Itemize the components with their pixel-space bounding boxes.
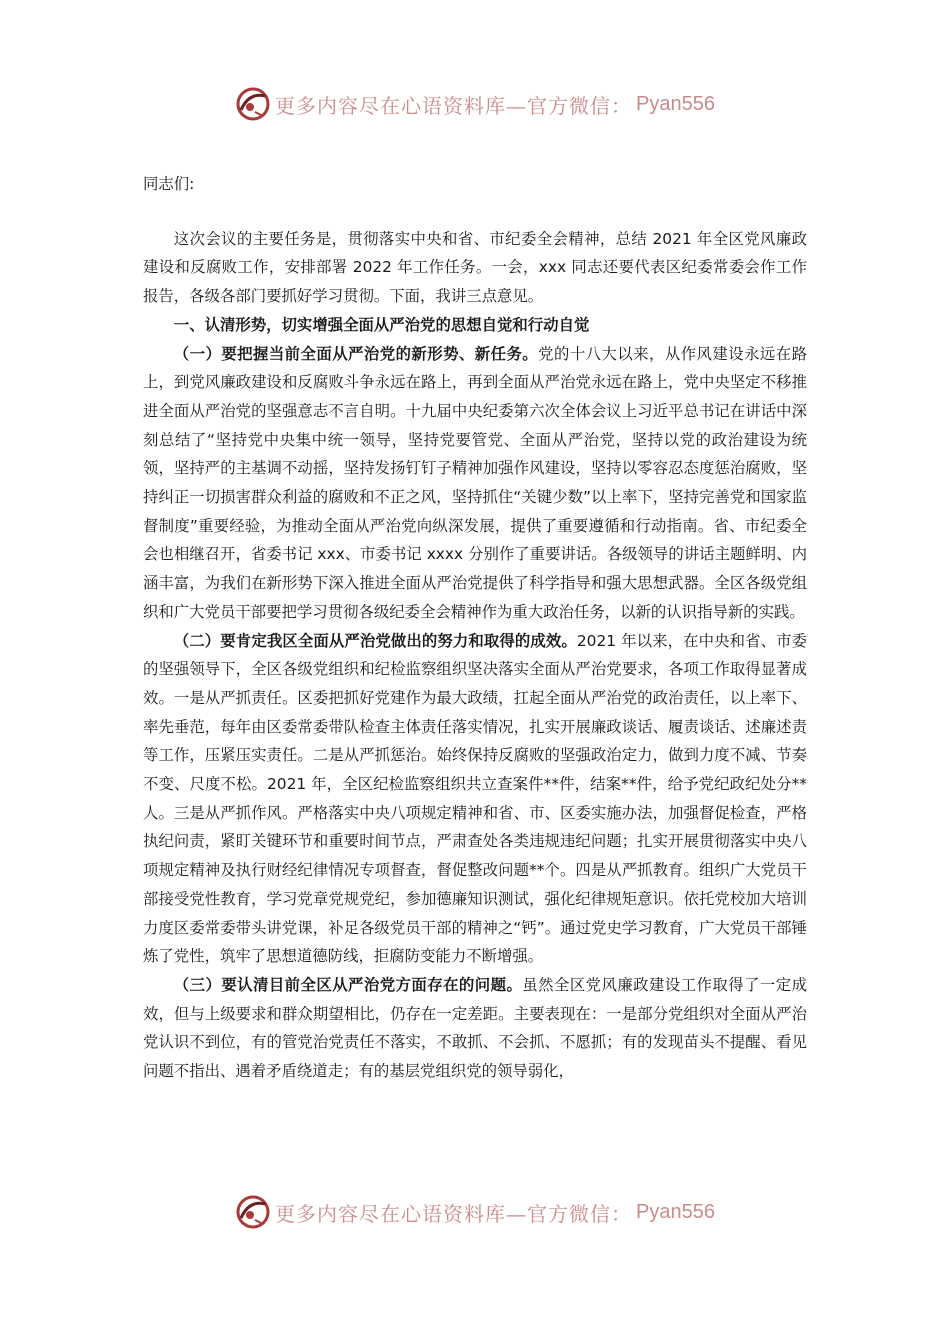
brand-logo-icon	[235, 1194, 271, 1230]
greeting: 同志们:	[143, 175, 195, 193]
subsection-2-paragraph	[143, 627, 807, 971]
subsection-2-title: （二）要肯定我区全面从严治党做出的努力和取得的成效。	[173, 631, 577, 650]
banner-wechat-id: Pyan556	[636, 1200, 715, 1223]
document-body	[143, 170, 807, 1086]
banner-text: 更多内容尽在心语资料库—官方微信：	[275, 1201, 633, 1226]
subsection-2-body: 2021 年以来，在中央和省、市委的坚强领导下，全区各级党组织和纪检监察组织坚决落实全面从严治党要求，各项工作取得显著成效。一是从严抓责任。区委把抓好党建作为最大政绩，扛起全面从严治党的政治责任，以上率下、率先垂范，每年由区委常委带队检查主体责任落实情况，扎实开展廉政谈话、履责谈话、述廉述责等工作，压紧压实责任。二是从严抓惩治。始终保持反腐败的坚强政治定力，做到力度不减、节奏不变、尺度不松。2021 年，全区纪检监察组织共立查案件**件，结案**件，给予党纪政纪处分**人。三是从严抓作风。严格落实中央八项规定精神和省、市、区委实施办法，加强督促检查，严格执纪问责，紧盯关键环节和重要时间节点，严肃查处各类违规违纪问题；扎实开展贯彻落实中央八项规定精神及执行财经纪律情况专项督查，督促整改问题**个。四是从严抓教育。组织广大党员干部接受党性教育，学习党章党规党纪，参加德廉知识测试，强化纪律规矩意识。依托党校加大培训力度区委常委带头讲党课，补足各级党员干部的精神之“钙”。通过党史学习教育，广大党员干部锤炼了党性，筑牢了思想道德防线，拒腐防变能力不断增强。	[143, 631, 807, 966]
brand-logo-icon	[235, 86, 271, 122]
subsection-3-body: 虽然全区党风廉政建设工作取得了一定成效，但与上级要求和群众期望相比，仍存在一定差距。主要表现在：一是部分党组织对全面从严治党认识不到位，有的管党治党责任不落实，不敢抓、不会抓、不愿抓；有的发现苗头不提醒、看见问题不指出、遇着矛盾绕道走；有的基层党组织党的领导弱化，	[143, 975, 807, 1081]
subsection-1-body: 党的十八大以来，从作风建设永远在路上，到党风廉政建设和反腐败斗争永远在路上，再到全面从严治党永远在路上，党中央坚定不移推进全面从严治党的坚强意志不言自明。十九届中央纪委第六次全体会议上习近平总书记在讲话中深刻总结了“坚持党中央集中统一领导，坚持党要管党、全面从严治党，坚持以党的政治建设为统领，坚持严的主基调不动摇，坚持发扬钉钉子精神加强作风建设，坚持以零容忍态度惩治腐败，坚持纠正一切损害群众利益的腐败和不正之风，坚持抓住“关键少数”以上率下，坚持完善党和国家监督制度”重要经验，为推动全面从严治党向纵深发展，提供了重要遵循和行动指南。省、市纪委全会也相继召开，省委书记 xxx、市委书记 xxxx 分别作了重要讲话。各级领导的讲话主题鲜明、内涵丰富，为我们在新形势下深入推进全面从严治党提供了科学指导和强大思想武器。全区各级党组织和广大党员干部要把学习贯彻各级纪委全会精神作为重大政治任务，以新的认识指导新的实践。	[143, 344, 807, 621]
section-heading-1: 一、认清形势，切实增强全面从严治党的思想自觉和行动自觉	[173, 315, 590, 334]
subsection-3-title: （三）要认清目前全区从严治党方面存在的问题。	[173, 975, 523, 994]
footer-watermark-banner	[0, 1192, 950, 1232]
banner-text: 更多内容尽在心语资料库—官方微信：	[275, 93, 633, 118]
intro-paragraph: 这次会议的主要任务是，贯彻落实中央和省、市纪委全会精神，总结 2021 年全区党风廉政建设和反腐败工作，安排部署 2022 年工作任务。一会，xxx 同志还要代表区纪委常委会作工作报告，各级各部门要抓好学习贯彻。下面，我讲三点意见。	[143, 229, 807, 306]
subsection-3-paragraph	[143, 971, 807, 1086]
banner-wechat-id: Pyan556	[636, 92, 715, 115]
subsection-1-paragraph	[143, 340, 807, 627]
subsection-1-title: （一）要把握当前全面从严治党的新形势、新任务。	[173, 344, 539, 363]
header-watermark-banner	[0, 84, 950, 124]
